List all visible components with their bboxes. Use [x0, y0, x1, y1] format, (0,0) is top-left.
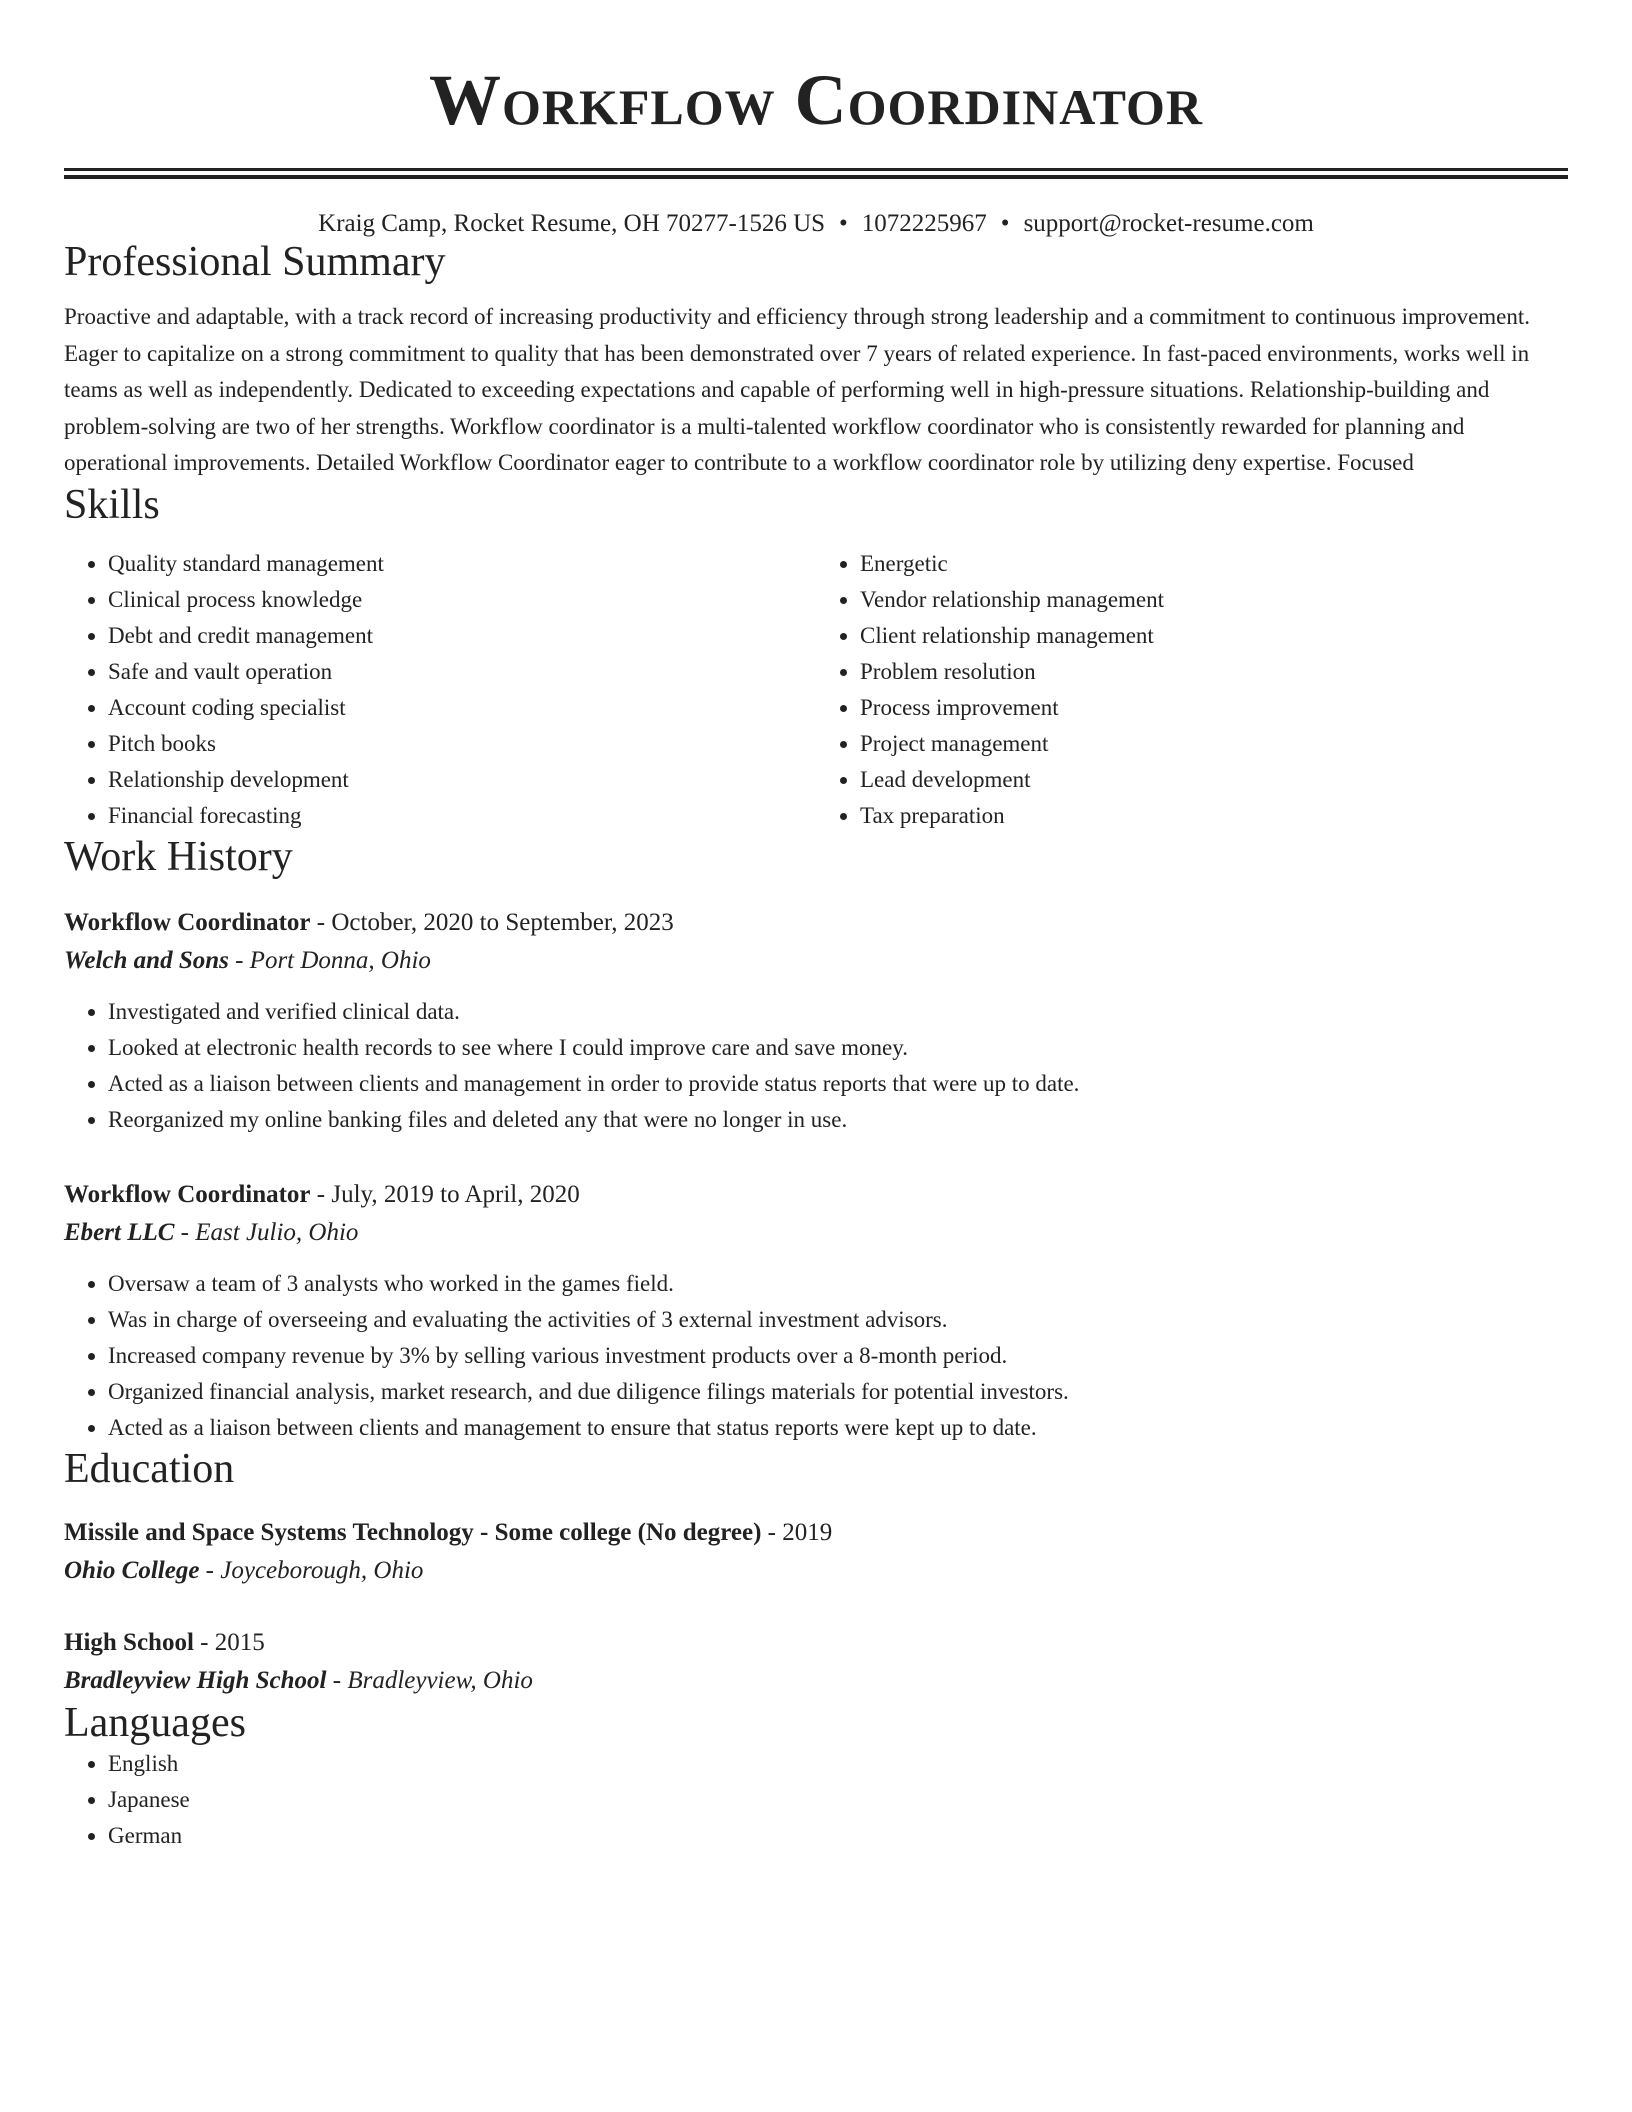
skills-columns: [64, 546, 1568, 834]
job-heading: [64, 1176, 1568, 1214]
skill-item: • Client relationship management: [860, 618, 1568, 654]
contact-separator: •: [839, 210, 848, 237]
skills-list-right: [816, 546, 1568, 834]
contact-separator: •: [1000, 210, 1010, 237]
job-duties: [64, 1266, 1568, 1446]
section-title-languages: Languages: [64, 1700, 246, 1747]
language-item: • Japanese: [108, 1782, 1568, 1818]
header-divider: [64, 168, 1568, 179]
job-duties: [64, 994, 1568, 1138]
job-role: Workflow Coordinator: [64, 909, 311, 937]
education-year: - 2019: [761, 1519, 833, 1547]
job-company: Welch and Sons: [64, 947, 229, 975]
education-entry: [64, 1624, 1568, 1700]
education-degree: Missile and Space Systems Technology - Some college (No degree): [64, 1519, 762, 1547]
education-school: Bradleyview High School: [64, 1667, 327, 1695]
job-duty: • Organized financial analysis, market research, and due diligence filings materials for potential investors.: [108, 1374, 1568, 1410]
job-duty: • Increased company revenue by 3% by selling various investment products over a 8-month period.: [108, 1338, 1568, 1374]
section-title-summary: Professional Summary: [64, 239, 446, 285]
education-institution: [64, 1662, 1568, 1700]
job-duty: • Acted as a liaison between clients and management in order to provide status reports that were up to date.: [108, 1066, 1568, 1102]
education-location: - Joyceborough, Ohio: [199, 1557, 424, 1585]
education-degree: High School: [64, 1629, 194, 1657]
section-title-skills: Skills: [64, 481, 160, 528]
job-entry: [64, 1176, 1568, 1446]
job-employer: [64, 942, 1568, 980]
skill-item: • Problem resolution: [860, 654, 1568, 690]
summary-text: Proactive and adaptable, with a track record of increasing productivity and efficiency through strong leadership and a commitment to continuous improvement. Eager to capitalize on a strong commitment to quality that has been demonstrated over 7 years of related experience. In fast-paced environments, works well in teams as well as independently. Dedicated to exceeding expectations and capable of performing well in high-pressure situations. Relationship-building and problem-solving are two of her strengths. Workflow coordinator is a multi-talented workflow coordinator who is consistently rewarded for planning and operational improvements. Detailed Workflow Coordinator eager to contribute to a workflow coordinator role by utilizing deny expertise. Focused: [64, 304, 1531, 476]
contact-phone: 1072225967: [861, 210, 987, 237]
job-heading: [64, 904, 1568, 942]
section-title-work-history: Work History: [64, 833, 293, 880]
job-company: Ebert LLC: [64, 1219, 175, 1247]
skill-item: • Relationship development: [108, 762, 816, 798]
education-entry: [64, 1514, 1568, 1590]
job-duty: • Investigated and verified clinical data.: [108, 994, 1568, 1030]
job-dates: - July, 2019 to April, 2020: [310, 1181, 580, 1209]
job-duty: • Reorganized my online banking files and deleted any that were no longer in use.: [108, 1102, 1568, 1138]
job-employer: [64, 1214, 1568, 1252]
skill-item: • Tax preparation: [860, 798, 1568, 834]
education-institution: [64, 1552, 1568, 1590]
languages-list: [64, 1746, 1568, 1854]
skill-item: • Financial forecasting: [108, 798, 816, 834]
skill-item: • Account coding specialist: [108, 690, 816, 726]
skill-item: • Quality standard management: [108, 546, 816, 582]
skill-item: • Clinical process knowledge: [108, 582, 816, 618]
contact-address: Kraig Camp, Rocket Resume, OH 70277-1526 US: [318, 210, 826, 237]
skill-item: • Safe and vault operation: [108, 654, 816, 690]
education-heading: [64, 1514, 1568, 1552]
job-location: - East Julio, Ohio: [174, 1219, 359, 1247]
job-location: - Port Donna, Ohio: [228, 947, 431, 975]
skill-item: • Lead development: [860, 762, 1568, 798]
skill-item: • Process improvement: [860, 690, 1568, 726]
skills-list-left: [64, 546, 816, 834]
job-role: Workflow Coordinator: [64, 1181, 311, 1209]
job-duty: • Was in charge of overseeing and evaluating the activities of 3 external investment advisors.: [108, 1302, 1568, 1338]
job-duty: • Acted as a liaison between clients and management to ensure that status reports were kept up to date.: [108, 1410, 1568, 1446]
job-entry: [64, 904, 1568, 1138]
skill-item: • Project management: [860, 726, 1568, 762]
language-item: • English: [108, 1746, 1568, 1782]
education-location: - Bradleyview, Ohio: [326, 1667, 533, 1695]
job-duty: • Oversaw a team of 3 analysts who worked in the games field.: [108, 1266, 1568, 1302]
skill-item: • Vendor relationship management: [860, 582, 1568, 618]
education-year: - 2015: [193, 1629, 265, 1657]
skill-item: • Pitch books: [108, 726, 816, 762]
job-dates: - October, 2020 to September, 2023: [310, 909, 674, 937]
contact-email[interactable]: support@rocket-resume.com: [1023, 210, 1314, 237]
skill-item: • Debt and credit management: [108, 618, 816, 654]
education-heading: [64, 1624, 1568, 1662]
resume-name: Workflow Coordinator: [428, 60, 1204, 140]
section-title-education: Education: [64, 1446, 235, 1493]
contact-line: [64, 209, 1568, 239]
job-duty: • Looked at electronic health records to see where I could improve care and save money.: [108, 1030, 1568, 1066]
language-item: • German: [108, 1818, 1568, 1854]
skill-item: • Energetic: [860, 546, 1568, 582]
education-school: Ohio College: [64, 1557, 200, 1585]
